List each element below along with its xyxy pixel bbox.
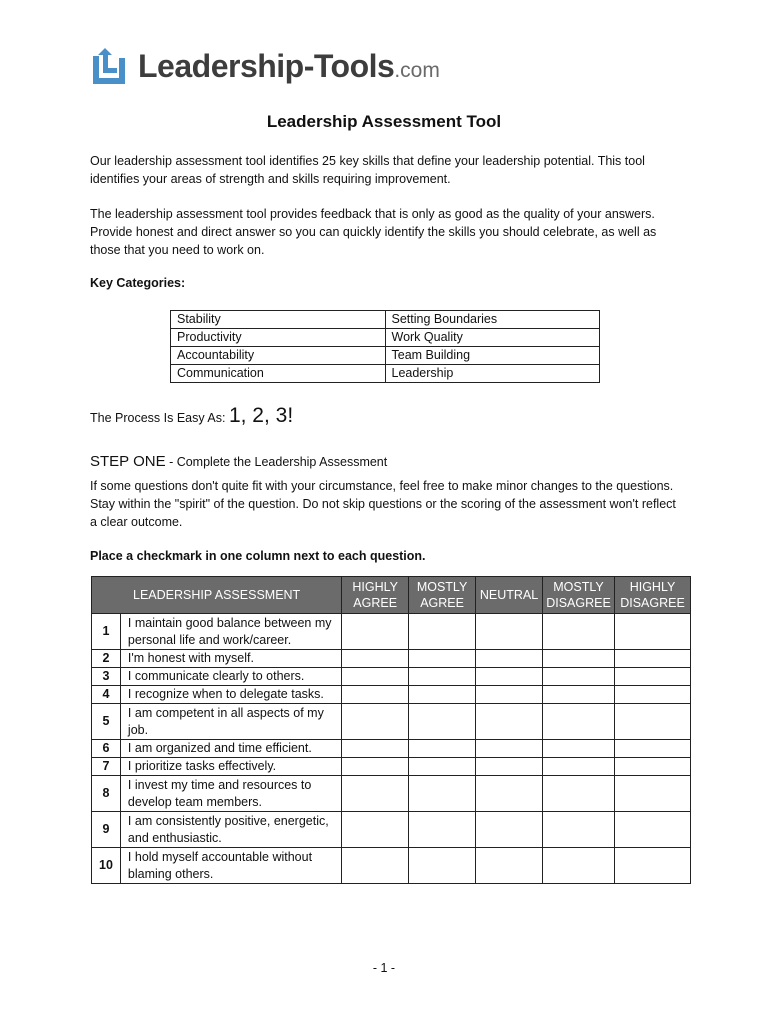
checkbox-cell-mostly-agree[interactable] xyxy=(409,758,476,776)
checkbox-cell-neutral[interactable] xyxy=(476,686,543,704)
checkbox-cell-neutral[interactable] xyxy=(476,740,543,758)
category-cell: Stability xyxy=(171,311,386,329)
checkbox-cell-highly-agree[interactable] xyxy=(342,614,409,650)
checkbox-cell-mostly-disagree[interactable] xyxy=(543,776,615,812)
checkbox-cell-mostly-agree[interactable] xyxy=(409,740,476,758)
table-row xyxy=(92,740,691,758)
question-number: 10 xyxy=(92,848,121,884)
table-row xyxy=(92,848,691,884)
table-row xyxy=(171,347,600,365)
checkbox-cell-highly-disagree[interactable] xyxy=(615,650,691,668)
process-steps: 1, 2, 3! xyxy=(228,404,294,427)
question-number: 4 xyxy=(92,686,121,704)
checkbox-cell-mostly-disagree[interactable] xyxy=(543,758,615,776)
step-one-title: STEP ONE xyxy=(90,453,166,470)
checkbox-cell-highly-disagree[interactable] xyxy=(615,668,691,686)
question-text: I am organized and time efficient. xyxy=(120,740,341,758)
category-cell: Communication xyxy=(171,365,386,383)
table-row xyxy=(92,758,691,776)
column-header-question: LEADERSHIP ASSESSMENT xyxy=(92,577,342,614)
checkbox-cell-mostly-disagree[interactable] xyxy=(543,686,615,704)
question-text: I maintain good balance between my personal life and work/career. xyxy=(120,614,341,650)
question-number: 1 xyxy=(92,614,121,650)
checkbox-cell-highly-disagree[interactable] xyxy=(615,812,691,848)
logo-text xyxy=(138,48,440,85)
column-header-mostly-agree: MOSTLY AGREE xyxy=(409,577,476,614)
question-text: I'm honest with myself. xyxy=(120,650,341,668)
checkbox-cell-mostly-agree[interactable] xyxy=(409,776,476,812)
question-number: 6 xyxy=(92,740,121,758)
assessment-table xyxy=(91,576,691,884)
checkbox-cell-neutral[interactable] xyxy=(476,758,543,776)
checkbox-cell-mostly-agree[interactable] xyxy=(409,848,476,884)
checkbox-cell-neutral[interactable] xyxy=(476,776,543,812)
table-row xyxy=(92,776,691,812)
checkbox-cell-mostly-agree[interactable] xyxy=(409,614,476,650)
company-logo xyxy=(90,46,440,86)
table-row xyxy=(92,812,691,848)
checkbox-cell-neutral[interactable] xyxy=(476,704,543,740)
category-cell: Leadership xyxy=(385,365,600,383)
category-cell: Team Building xyxy=(385,347,600,365)
intro-paragraph-2: The leadership assessment tool provides feedback that is only as good as the quality of your answers. Provide honest and direct answer so you can quickly identify the skills you should celebrate, as well as those that you need to work on. xyxy=(90,207,657,257)
process-prefix: The Process Is Easy As: xyxy=(90,411,229,425)
assessment-header-row xyxy=(92,577,691,614)
checkbox-cell-highly-disagree[interactable] xyxy=(615,740,691,758)
logo-icon xyxy=(90,46,128,86)
checkbox-cell-highly-agree[interactable] xyxy=(342,704,409,740)
checkbox-cell-highly-agree[interactable] xyxy=(342,848,409,884)
question-text: I recognize when to delegate tasks. xyxy=(120,686,341,704)
checkbox-cell-highly-disagree[interactable] xyxy=(615,848,691,884)
checkbox-cell-neutral[interactable] xyxy=(476,614,543,650)
column-header-mostly-disagree: MOSTLY DISAGREE xyxy=(543,577,615,614)
checkbox-cell-mostly-disagree[interactable] xyxy=(543,812,615,848)
checkbox-cell-highly-disagree[interactable] xyxy=(615,614,691,650)
checkbox-cell-highly-agree[interactable] xyxy=(342,812,409,848)
checkbox-cell-neutral[interactable] xyxy=(476,812,543,848)
table-row xyxy=(171,329,600,347)
checkbox-cell-mostly-agree[interactable] xyxy=(409,650,476,668)
step-one-subtitle: - Complete the Leadership Assessment xyxy=(165,455,388,469)
question-text: I hold myself accountable without blaming others. xyxy=(120,848,341,884)
category-cell: Productivity xyxy=(171,329,386,347)
step-one-text: If some questions don't quite fit with your circumstance, feel free to make minor changes to the questions. Stay within the "spirit" of the question. Do not skip questions or the scoring of the assessment won't reflect a clear outcome. xyxy=(90,479,676,529)
checkbox-cell-mostly-disagree[interactable] xyxy=(543,614,615,650)
table-row xyxy=(92,668,691,686)
checkbox-cell-neutral[interactable] xyxy=(476,650,543,668)
question-number: 2 xyxy=(92,650,121,668)
key-categories-label: Key Categories: xyxy=(90,276,186,290)
question-text: I prioritize tasks effectively. xyxy=(120,758,341,776)
table-row xyxy=(92,650,691,668)
checkbox-cell-mostly-disagree[interactable] xyxy=(543,848,615,884)
question-number: 7 xyxy=(92,758,121,776)
step-one-heading xyxy=(90,453,387,471)
checkbox-cell-highly-agree[interactable] xyxy=(342,650,409,668)
checkbox-cell-highly-disagree[interactable] xyxy=(615,776,691,812)
category-cell: Setting Boundaries xyxy=(385,311,600,329)
table-row xyxy=(171,311,600,329)
column-header-highly-agree: HIGHLY AGREE xyxy=(342,577,409,614)
process-heading xyxy=(90,404,293,428)
page-title: Leadership Assessment Tool xyxy=(266,112,502,131)
checkbox-cell-highly-disagree[interactable] xyxy=(615,686,691,704)
checkmark-instruction: Place a checkmark in one column next to each question. xyxy=(90,549,426,563)
checkbox-cell-highly-agree[interactable] xyxy=(342,686,409,704)
intro-paragraph-1: Our leadership assessment tool identifies 25 key skills that define your leadership potential. This tool identifies your areas of strength and skills requiring improvement. xyxy=(90,154,645,186)
checkbox-cell-highly-disagree[interactable] xyxy=(615,704,691,740)
checkbox-cell-mostly-agree[interactable] xyxy=(409,686,476,704)
question-text: I invest my time and resources to develop team members. xyxy=(120,776,341,812)
column-header-highly-disagree: HIGHLY DISAGREE xyxy=(615,577,691,614)
checkbox-cell-mostly-disagree[interactable] xyxy=(543,740,615,758)
checkbox-cell-neutral[interactable] xyxy=(476,848,543,884)
key-categories-table xyxy=(170,310,600,383)
question-text: I am competent in all aspects of my job. xyxy=(120,704,341,740)
question-number: 3 xyxy=(92,668,121,686)
logo-main: Leadership-Tools xyxy=(138,47,395,84)
table-row xyxy=(92,686,691,704)
table-row xyxy=(171,365,600,383)
table-row xyxy=(92,704,691,740)
category-cell: Work Quality xyxy=(385,329,600,347)
checkbox-cell-mostly-agree[interactable] xyxy=(409,812,476,848)
checkbox-cell-highly-agree[interactable] xyxy=(342,740,409,758)
checkbox-cell-mostly-agree[interactable] xyxy=(409,668,476,686)
checkbox-cell-highly-agree[interactable] xyxy=(342,776,409,812)
logo-suffix: .com xyxy=(394,58,440,82)
question-number: 9 xyxy=(92,812,121,848)
checkbox-cell-mostly-disagree[interactable] xyxy=(543,668,615,686)
checkbox-cell-mostly-agree[interactable] xyxy=(409,704,476,740)
checkbox-cell-highly-disagree[interactable] xyxy=(615,758,691,776)
question-text: I communicate clearly to others. xyxy=(120,668,341,686)
table-row xyxy=(92,614,691,650)
column-header-neutral: NEUTRAL xyxy=(476,577,543,614)
question-text: I am consistently positive, energetic, and enthusiastic. xyxy=(120,812,341,848)
question-number: 5 xyxy=(92,704,121,740)
question-number: 8 xyxy=(92,776,121,812)
checkbox-cell-mostly-disagree[interactable] xyxy=(543,650,615,668)
checkbox-cell-highly-agree[interactable] xyxy=(342,758,409,776)
category-cell: Accountability xyxy=(171,347,386,365)
checkbox-cell-highly-agree[interactable] xyxy=(342,668,409,686)
page-number: - 1 - xyxy=(372,961,396,975)
checkbox-cell-mostly-disagree[interactable] xyxy=(543,704,615,740)
checkbox-cell-neutral[interactable] xyxy=(476,668,543,686)
